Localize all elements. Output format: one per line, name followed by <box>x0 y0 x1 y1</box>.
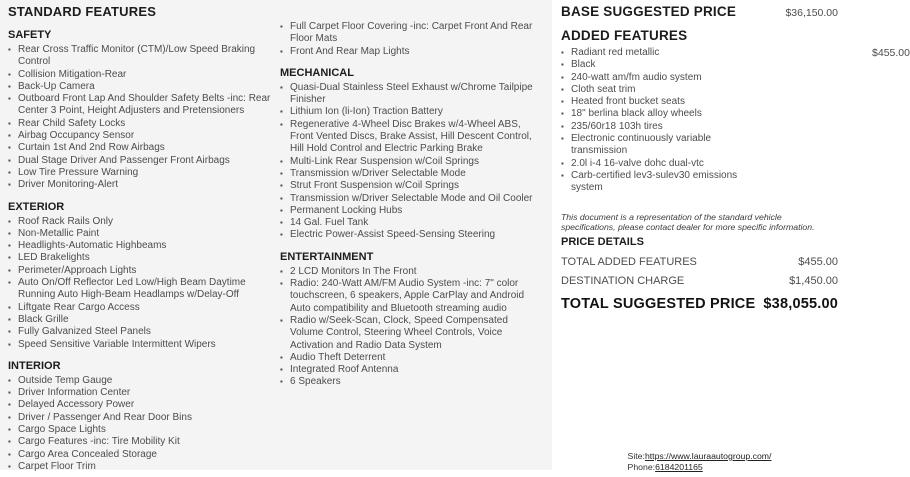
feature-item: ▪ 2 LCD Monitors In The Front <box>280 266 540 278</box>
base-suggested-price-label: BASE SUGGESTED PRICE <box>561 4 737 19</box>
price-detail-label: DESTINATION CHARGE <box>561 275 685 288</box>
pricing-panel <box>561 2 910 313</box>
site-line <box>628 451 772 462</box>
feature-item: ▪ Auto On/Off Reflector Led Low/High Beam Daytime Running Auto High-Beam Headlamps w/Delay-Off <box>8 277 274 302</box>
page-title: STANDARD FEATURES <box>8 4 157 19</box>
feature-list <box>280 21 540 58</box>
total-suggested-price-row <box>561 296 838 312</box>
feature-item: ▪ Audio Theft Deterrent <box>280 352 540 364</box>
feature-item: ▪ Back-Up Camera <box>8 81 274 93</box>
feature-item: ▪ Carpet Floor Trim <box>8 461 274 473</box>
price-detail-row <box>561 275 838 287</box>
feature-item: ▪ Non-Metallic Paint <box>8 228 274 240</box>
feature-item: ▪ Integrated Roof Antenna <box>280 364 540 376</box>
disclaimer-text: This document is a representation of the standard vehicle specifications, please contact dealer for more specific information. <box>561 211 815 233</box>
feature-item: ▪ Perimeter/Approach Lights <box>8 265 274 277</box>
added-feature-item: ▪ Black <box>561 59 838 71</box>
feature-list <box>8 375 274 473</box>
feature-item: ▪ Full Carpet Floor Covering -inc: Carpet Front And Rear Floor Mats <box>280 21 540 46</box>
feature-item: ▪ Collision Mitigation-Rear <box>8 69 274 81</box>
price-details-title: PRICE DETAILS <box>561 236 644 249</box>
feature-item: ▪ Cargo Area Concealed Storage <box>8 449 274 461</box>
feature-item: ▪ Driver Information Center <box>8 387 274 399</box>
feature-list <box>280 266 540 389</box>
feature-section <box>8 360 274 473</box>
site-label: Site: <box>627 451 645 461</box>
feature-item: ▪ Regenerative 4-Wheel Disc Brakes w/4-Wheel ABS, Front Vented Discs, Brake Assist, Hill Descent Control, Hill Hold Control and Electric Parking Brake <box>280 119 540 156</box>
site-url-link[interactable]: https://www.lauraautogroup.com/ <box>644 451 772 461</box>
features-column-left-sections <box>8 29 274 473</box>
phone-label: Phone: <box>627 461 656 472</box>
feature-list <box>280 82 540 242</box>
feature-item: ▪ 6 Speakers <box>280 376 540 388</box>
feature-item: ▪ 14 Gal. Fuel Tank <box>280 217 540 229</box>
feature-item: ▪ Speed Sensitive Variable Intermittent Wipers <box>8 339 274 351</box>
feature-section <box>280 251 540 389</box>
total-suggested-price-label: TOTAL SUGGESTED PRICE <box>561 296 756 313</box>
added-feature-item: ▪ Carb-certified lev3-sulev30 emissions system <box>561 170 838 195</box>
phone-line <box>628 462 772 473</box>
price-detail-row <box>561 256 838 268</box>
feature-item: ▪ Transmission w/Driver Selectable Mode and Oil Cooler <box>280 193 540 205</box>
total-suggested-price-value: $38,055.00 <box>763 296 838 313</box>
added-feature-item: ▪ 240-watt am/fm audio system <box>561 72 838 84</box>
feature-item: ▪ Rear Cross Traffic Monitor (CTM)/Low Speed Braking Control <box>8 44 274 69</box>
feature-item: ▪ Front And Rear Map Lights <box>280 46 540 58</box>
feature-item: ▪ Headlights-Automatic Highbeams <box>8 240 274 252</box>
features-column-left <box>8 4 274 473</box>
added-feature-item: ▪ 18" berlina black alloy wheels <box>561 108 838 120</box>
feature-item: ▪ Lithium Ion (li-Ion) Traction Battery <box>280 106 540 118</box>
feature-item: ▪ Driver / Passenger And Rear Door Bins <box>8 412 274 424</box>
added-features-title: ADDED FEATURES <box>561 28 688 43</box>
feature-item: ▪ Electric Power-Assist Speed-Sensing Steering <box>280 229 540 241</box>
feature-item: ▪ Strut Front Suspension w/Coil Springs <box>280 180 540 192</box>
section-heading: EXTERIOR <box>8 200 65 213</box>
added-feature-item: ▪ Heated front bucket seats <box>561 96 838 108</box>
added-features-list <box>561 47 910 195</box>
feature-item: ▪ Fully Galvanized Steel Panels <box>8 326 274 338</box>
added-feature-item: ▪ Radiant red metallic $455.00 <box>561 47 838 59</box>
feature-list <box>8 44 274 192</box>
base-suggested-price-row <box>561 4 838 19</box>
feature-item: ▪ Radio: 240-Watt AM/FM Audio System -inc: 7" color touchscreen, 6 speakers, Apple CarPlay and Android Auto compatibility and Bluetooth streaming audio <box>280 278 540 315</box>
feature-item: ▪ Black Grille <box>8 314 274 326</box>
section-heading: SAFETY <box>8 29 52 41</box>
added-feature-price: $455.00 <box>872 47 910 59</box>
feature-section <box>280 67 540 242</box>
feature-item: ▪ Outside Temp Gauge <box>8 375 274 387</box>
price-detail-label: TOTAL ADDED FEATURES <box>561 256 697 269</box>
feature-item: ▪ Liftgate Rear Cargo Access <box>8 302 274 314</box>
feature-item: ▪ Driver Monitoring-Alert <box>8 179 274 191</box>
feature-item: ▪ Cargo Features -inc: Tire Mobility Kit <box>8 436 274 448</box>
added-feature-item: ▪ Electronic continuously variable transmission <box>561 133 838 158</box>
feature-item: ▪ Low Tire Pressure Warning <box>8 167 274 179</box>
section-heading: INTERIOR <box>8 359 61 372</box>
base-suggested-price-value: $36,150.00 <box>785 7 838 19</box>
feature-item: ▪ Permanent Locking Hubs <box>280 205 540 217</box>
feature-item: ▪ LED Brakelights <box>8 252 274 264</box>
feature-item: ▪ Radio w/Seek-Scan, Clock, Speed Compensated Volume Control, Steering Wheel Controls, Voice Activation and Radio Data System <box>280 315 540 352</box>
feature-item: ▪ Outboard Front Lap And Shoulder Safety Belts -inc: Rear Center 3 Point, Height Adjusters and Pretensioners <box>8 93 274 118</box>
feature-item: ▪ Airbag Occupancy Sensor <box>8 130 274 142</box>
price-detail-rows <box>561 256 838 287</box>
added-feature-item: ▪ Cloth seat trim <box>561 84 838 96</box>
feature-item: ▪ Multi-Link Rear Suspension w/Coil Springs <box>280 156 540 168</box>
added-feature-item: ▪ 235/60r18 103h tires <box>561 121 838 133</box>
feature-item: ▪ Roof Rack Rails Only <box>8 216 274 228</box>
feature-section <box>8 201 274 351</box>
features-column-middle <box>280 21 540 389</box>
feature-item: ▪ Dual Stage Driver And Passenger Front Airbags <box>8 155 274 167</box>
feature-item: ▪ Curtain 1st And 2nd Row Airbags <box>8 142 274 154</box>
price-detail-value: $1,450.00 <box>789 275 838 288</box>
price-detail-value: $455.00 <box>798 256 838 269</box>
feature-item: ▪ Transmission w/Driver Selectable Mode <box>280 168 540 180</box>
feature-item: ▪ Quasi-Dual Stainless Steel Exhaust w/Chrome Tailpipe Finisher <box>280 82 540 107</box>
phone-link[interactable]: 6184201165 <box>655 461 703 472</box>
section-heading: MECHANICAL <box>280 66 354 79</box>
section-heading: ENTERTAINMENT <box>280 250 374 263</box>
feature-list <box>8 216 274 351</box>
feature-section <box>280 21 540 58</box>
feature-item: ▪ Rear Child Safety Locks <box>8 118 274 130</box>
feature-section <box>8 29 274 192</box>
added-feature-item: ▪ 2.0l i-4 16-valve dohc dual-vtc <box>561 158 838 170</box>
feature-item: ▪ Cargo Space Lights <box>8 424 274 436</box>
dealer-contact-footer <box>561 451 838 472</box>
feature-item: ▪ Delayed Accessory Power <box>8 399 274 411</box>
features-column-middle-sections <box>280 21 540 389</box>
